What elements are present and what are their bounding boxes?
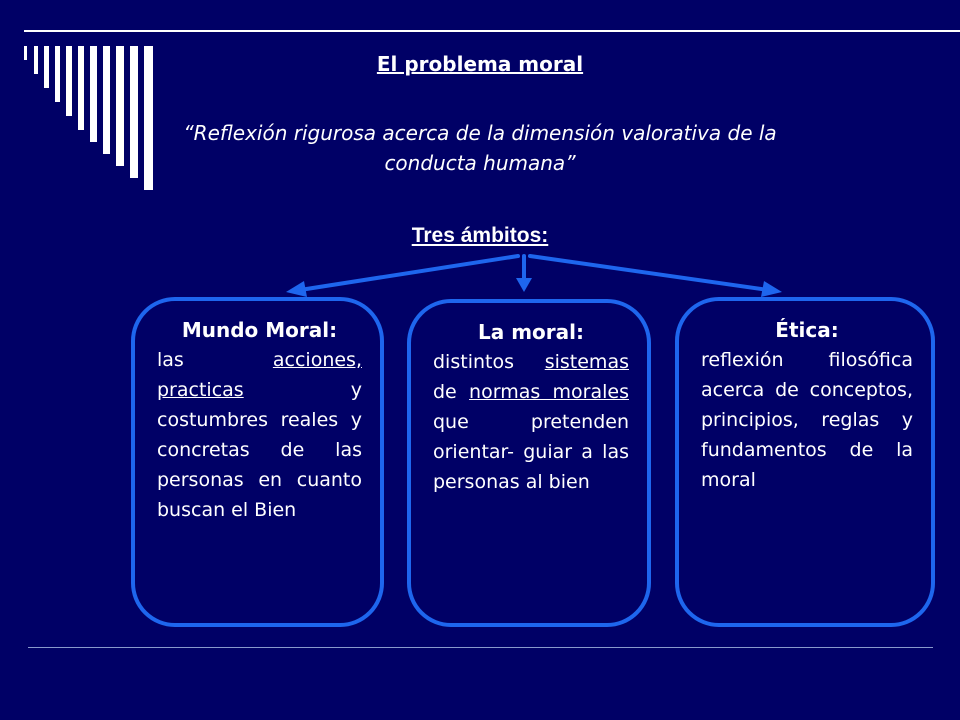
arrowhead-right xyxy=(761,281,782,297)
arrowhead-left xyxy=(286,281,307,297)
box-body xyxy=(701,345,913,495)
text-run: y costumbres reales y concretas de las personas en cuanto buscan el Bien xyxy=(157,379,362,521)
underlined-term: acciones, xyxy=(272,349,362,371)
slide-title: El problema moral xyxy=(376,52,584,76)
box-body xyxy=(433,347,629,497)
box-heading: Mundo Moral: xyxy=(181,318,338,342)
arrowhead-center xyxy=(516,278,532,292)
text-run: las xyxy=(157,349,273,371)
box-heading: Ética: xyxy=(775,318,839,342)
box-body xyxy=(157,345,362,525)
box-heading: La moral: xyxy=(478,320,584,344)
bottom-divider xyxy=(28,647,933,648)
underlined-term: practicas xyxy=(157,379,244,401)
box-etica xyxy=(675,297,935,627)
text-run: que pretenden orientar- guiar a las personas al bien xyxy=(433,411,629,493)
arrow-left xyxy=(300,256,518,290)
arrow-right xyxy=(530,256,768,290)
text-run: distintos xyxy=(433,351,545,373)
box-mundo-moral xyxy=(131,297,384,627)
box-la-moral xyxy=(407,299,651,627)
underlined-term: normas morales xyxy=(469,381,629,403)
text-run: reflexión filosófica acerca de conceptos, principios, reglas y fundamentos de la moral xyxy=(701,349,913,491)
text-run: de xyxy=(433,381,470,403)
subtitle-tres-ambitos: Tres ámbitos: xyxy=(411,224,549,247)
definition-quote: “Reflexión rigurosa acerca de la dimensión valorativa de la conducta humana” xyxy=(183,121,777,175)
underlined-term: sistemas xyxy=(544,351,629,373)
